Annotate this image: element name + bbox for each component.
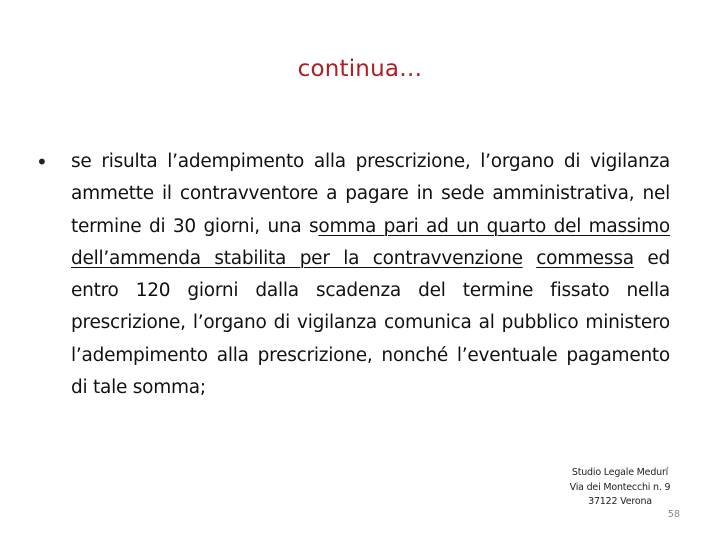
bullet-marker-icon: • xyxy=(36,150,48,174)
text-segment-2 xyxy=(523,248,537,269)
underlined-text-segment-1: omma pari ad un quarto del massimo dell’ammenda stabilita per la contravvenzione xyxy=(71,215,670,269)
footer-address xyxy=(536,466,704,510)
bullet-item xyxy=(36,146,670,404)
slide-title: continua… xyxy=(297,56,423,82)
page-number: 58 xyxy=(667,509,680,520)
footer-street: Via dei Montecchi n. 9 xyxy=(569,481,671,493)
footer-firm-name: Studio Legale Medurí xyxy=(571,467,669,478)
text-segment-3: ed entro 120 giorni dalla scadenza del termine fissato nella prescrizione, l’organo di vigilanza comunica al pubblico ministero l’adempimento alla prescrizione, nonché l’eventuale pagamento di tale somma; xyxy=(71,247,670,399)
footer-city: 37122 Verona xyxy=(588,496,652,507)
text-segment-1: se risulta l’adempimento alla prescrizione, l’organo di vigilanza ammette il contravventore a pagare in sede amministrativa, nel termine di 30 giorni, una s xyxy=(71,151,670,237)
underlined-text-segment-2: commessa xyxy=(536,247,634,269)
bullet-text xyxy=(71,146,670,404)
